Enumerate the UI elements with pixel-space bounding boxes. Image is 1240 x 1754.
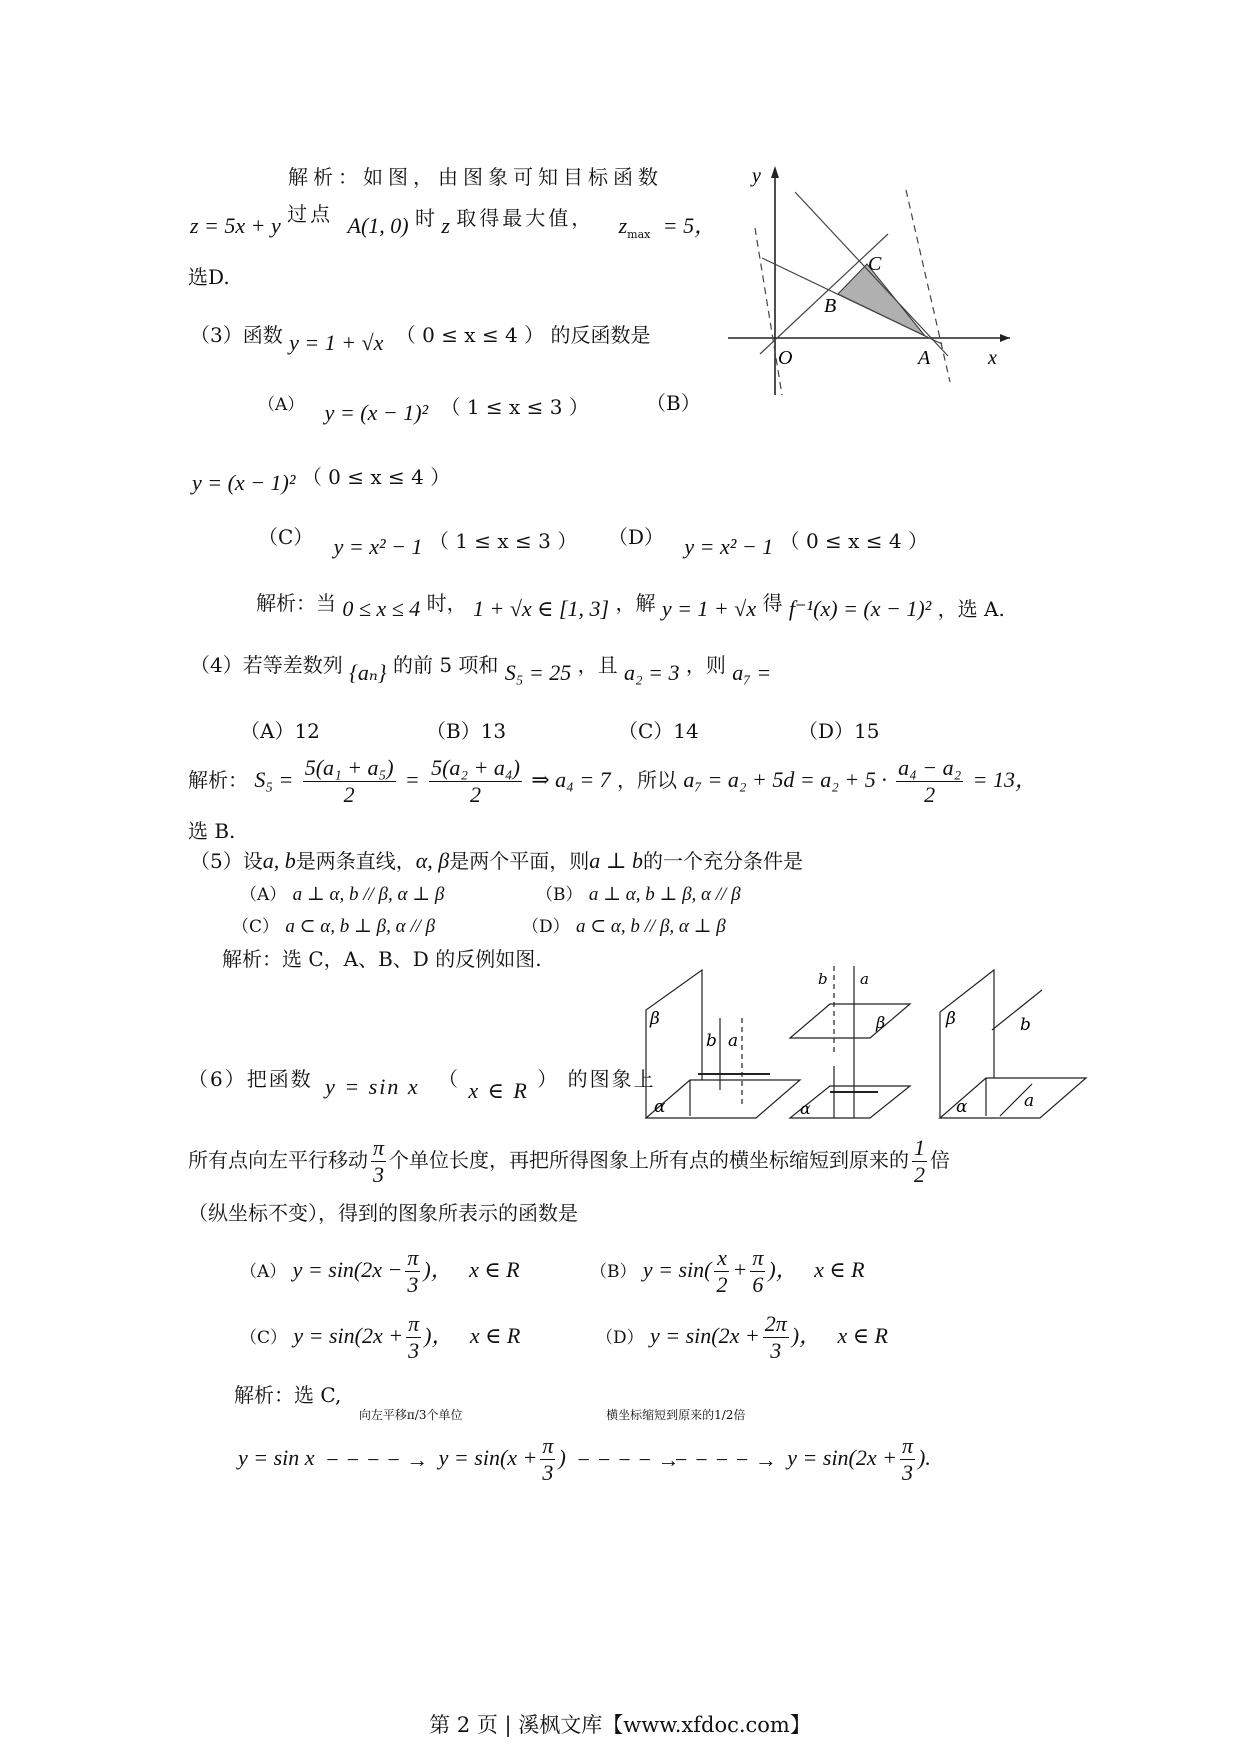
p2-choose: 选D. — [188, 265, 230, 289]
figure-3 — [940, 970, 1086, 1118]
q6-option-b-domain: x ∈ R — [814, 1257, 865, 1282]
q4-stem-pre: （4）若等差数列 — [190, 653, 343, 677]
counterexample-figures — [640, 966, 1090, 1128]
q5-option-b-label: （B） — [536, 885, 583, 905]
q6-option-d-domain: x ∈ R — [837, 1323, 888, 1348]
q4-choose: 选 B. — [188, 819, 236, 843]
q3-option-b-expr: y = (x − 1)² — [192, 470, 296, 495]
chain-mid-pre: y = sin(x + — [438, 1445, 538, 1470]
q6-two: 2 — [914, 1162, 926, 1187]
label-b: B — [824, 295, 837, 317]
chain-arrow-2-dashes: − − − − → — [576, 1446, 680, 1472]
label-a: A — [918, 347, 931, 369]
x-axis-arrow-icon — [1000, 334, 1010, 342]
q4-frac1 — [303, 755, 396, 808]
target-function: z = 5x + y — [190, 213, 281, 238]
chain-end-num: π — [902, 1433, 914, 1458]
q6-one: 1 — [914, 1135, 926, 1160]
fig2-a: a — [860, 970, 869, 988]
q5-option-a — [240, 880, 444, 908]
q6-three: 3 — [373, 1162, 385, 1187]
fig1-a: a — [728, 1031, 739, 1051]
q4-eq: = — [404, 767, 420, 792]
q4-frac1-num: 5(a₁ + a₅) — [304, 755, 394, 780]
q6-option-c-num: π — [408, 1311, 420, 1336]
q4-option-d: （D）15 — [798, 719, 880, 743]
q3-option-a-domain: （ 1 ≤ x ≤ 3 ） — [440, 395, 589, 419]
q3-option-d-expr: y = x² − 1 — [684, 534, 774, 559]
q3-sol-pre: 解析：当 — [256, 591, 336, 615]
q6-option-b-d2: 6 — [752, 1272, 764, 1297]
q6-option-a — [240, 1240, 520, 1302]
q6-func: y = sin x — [325, 1074, 420, 1099]
q5-stem-mid2: 是两个平面，则 — [449, 849, 590, 873]
q3-option-c-domain: （ 1 ≤ x ≤ 3 ） — [428, 529, 578, 553]
q6-option-c-domain: x ∈ R — [469, 1323, 521, 1348]
q3-sol-inverse: f⁻¹(x) = (x − 1)² — [788, 596, 932, 621]
q6-option-b-pre: y = sin( — [642, 1257, 712, 1282]
q4-implies: ⇒ a₄ = 7 — [531, 767, 611, 792]
q3-sol-cond: 0 ≤ x ≤ 4 — [342, 596, 421, 621]
q6-option-b-label: （B） — [590, 1262, 637, 1282]
q4-seq: {aₙ} — [349, 660, 387, 685]
y-axis-arrow-icon — [771, 166, 779, 178]
feasible-region-graph — [720, 160, 1020, 400]
q6-option-a-label: （A） — [240, 1262, 287, 1282]
q5-option-d-expr: a ⊂ α, b // β, α ⊥ β — [576, 916, 726, 937]
q6-line3: （纵坐标不变），得到的图象所表示的函数是 — [188, 1201, 578, 1225]
fig3-beta: β — [946, 1009, 956, 1029]
fig2-alpha: α — [800, 1099, 811, 1118]
chain-mid-post: ) — [558, 1445, 566, 1470]
dashed-line-left — [755, 228, 782, 395]
chain-arrow-2 — [576, 1407, 777, 1490]
fig1-alpha: α — [654, 1097, 666, 1117]
q6-chain — [238, 1407, 931, 1490]
p2-analysis-line2 — [190, 202, 717, 248]
q6-option-c-den: 3 — [408, 1338, 420, 1363]
fig3-a: a — [1024, 1091, 1035, 1111]
q5-option-a-label: （A） — [240, 885, 287, 905]
q3-stem-pre: （3）函数 — [190, 323, 283, 347]
q3-option-c — [258, 525, 578, 560]
q6-solution: 解析：选 C, — [234, 1383, 342, 1407]
q6-option-c — [240, 1306, 520, 1368]
q6-option-b — [590, 1240, 865, 1302]
chain-end-post: ). — [918, 1445, 931, 1470]
when-text: 时 — [414, 206, 435, 230]
q5-ab: a, b — [262, 848, 296, 873]
q6-stem-post: 的图象上 — [567, 1067, 656, 1091]
q3-option-b-domain: （ 0 ≤ x ≤ 4 ） — [301, 465, 451, 489]
label-o: O — [778, 347, 793, 369]
q4-stem — [190, 653, 772, 686]
q4-stem-mid2: ，且 — [577, 653, 618, 677]
label-c: C — [868, 253, 882, 275]
line-ab — [762, 258, 942, 344]
passes-text: 过点 — [287, 202, 334, 226]
q5-option-c-expr: a ⊂ α, b ⊥ β, α // β — [285, 916, 436, 937]
z-symbol: z — [441, 213, 450, 238]
q4-a7: a₇ = — [732, 660, 772, 685]
q6-line2 — [188, 1130, 950, 1190]
q3-domain: （ 0 ≤ x ≤ 4 ） — [395, 323, 545, 347]
fig2-beta: β — [876, 1013, 886, 1032]
q3-option-a-label: （A） — [258, 395, 305, 415]
q6-line2-mid: 个单位长度，再把所得图象上所有点的横坐标缩短到原来的 — [389, 1148, 910, 1172]
q6-line2-pre: 所有点向左平行移动 — [188, 1148, 368, 1172]
fig3-b: b — [1020, 1015, 1031, 1035]
q4-option-c: （C）14 — [618, 719, 699, 743]
q6-pi: π — [373, 1135, 385, 1160]
q5-option-c — [232, 912, 435, 940]
q5-albe: α, β — [415, 848, 450, 873]
q6-frac-half — [912, 1135, 927, 1188]
fig3-alpha: α — [956, 1097, 968, 1117]
q4-a2: a₂ = 3 — [624, 660, 680, 685]
q6-domain-open: （ — [438, 1067, 461, 1091]
q6-option-a-den: 3 — [407, 1272, 419, 1297]
q4-frac3-num: a₄ − a₂ — [898, 755, 962, 780]
q6-option-d-den: 3 — [770, 1338, 782, 1363]
q3-option-a — [258, 395, 589, 428]
q3-sol-eq: y = 1 + √x — [661, 596, 757, 621]
chain-arrow-1-dashes: − − − − → — [324, 1446, 429, 1472]
q3-solution — [256, 591, 1005, 622]
q3-sol-range: 1 + √x ∈ [1, 3] — [473, 596, 610, 621]
fig1-b: b — [706, 1031, 717, 1051]
q4-s5-lhs: S₅ = — [254, 767, 294, 792]
q6-option-d-post: )， — [791, 1323, 822, 1348]
q3-option-c-expr: y = x² − 1 — [333, 534, 423, 559]
q3-option-c-label: （C） — [258, 525, 314, 549]
q5-perp: a ⊥ b — [589, 848, 643, 873]
chain-arrow-1-label: 向左平移π/3个单位 — [358, 1407, 463, 1422]
q6-option-d — [596, 1306, 888, 1368]
q6-option-d-frac — [763, 1311, 789, 1364]
q3-option-b — [192, 465, 451, 496]
chain-mid-frac — [540, 1433, 555, 1486]
q5-option-d-label: （D） — [522, 917, 570, 937]
q3-option-a-expr: y = (x − 1)² — [324, 400, 429, 425]
q3-func: y = 1 + √x — [289, 330, 384, 355]
figure-2 — [790, 966, 910, 1118]
q5-option-a-expr: a ⊥ α, b // β, α ⊥ β — [292, 884, 445, 905]
q5-option-b-expr: a ⊥ α, b ⊥ β, α // β — [588, 884, 741, 905]
q3-stem-post: 的反函数是 — [550, 323, 651, 347]
point-a: A(1, 0) — [347, 213, 409, 238]
chain-arrow-1 — [324, 1407, 463, 1490]
q6-option-a-post: )， — [423, 1257, 453, 1282]
q6-domain: x ∈ R — [468, 1078, 529, 1103]
q6-option-b-post: )， — [768, 1257, 798, 1282]
q4-solution — [188, 750, 1037, 810]
label-x: x — [988, 347, 997, 369]
p2-analysis-line1: 解析：如图，由图象可知目标函数 — [288, 165, 663, 189]
q6-option-a-frac — [405, 1245, 420, 1298]
q6-option-c-frac — [406, 1311, 421, 1364]
q6-option-c-post: )， — [424, 1323, 454, 1348]
q5-option-c-label: （C） — [232, 917, 280, 937]
q4-frac2 — [429, 755, 522, 808]
fig2-b: b — [818, 970, 828, 988]
q5-stem-post: 的一个充分条件是 — [642, 849, 803, 873]
q4-option-a: （A）12 — [240, 719, 320, 743]
q6-frac-pi3 — [371, 1135, 386, 1188]
chain-start: y = sin x — [238, 1445, 315, 1470]
q5-stem-mid1: 是两条直线， — [295, 849, 416, 873]
label-y: y — [752, 165, 761, 187]
chain-arrow-2-label: 横坐标缩短到原来的1/2倍 — [606, 1407, 746, 1422]
q6-option-d-num: 2π — [764, 1311, 787, 1336]
q3-sol-when: 时， — [426, 591, 467, 615]
q4-sol-label: 解析： — [188, 768, 248, 792]
q3-sol-solve: ，解 — [615, 591, 656, 615]
q4-so: ，所以 — [617, 768, 678, 792]
q5-option-b — [536, 880, 741, 908]
q6-option-b-plus: + — [732, 1257, 748, 1282]
figure-1 — [646, 970, 800, 1118]
q4-result: = 13， — [972, 767, 1037, 792]
zmax-value: = 5， — [662, 213, 717, 238]
q6-option-b-n2: π — [752, 1245, 764, 1270]
q6-stem-pre: （6）把函数 — [188, 1067, 313, 1091]
chain-end-den: 3 — [902, 1460, 914, 1485]
q3-option-d-domain: （ 0 ≤ x ≤ 4 ） — [779, 529, 928, 553]
q4-frac2-den: 2 — [469, 782, 481, 807]
q6-option-a-pre: y = sin(2x − — [292, 1257, 403, 1282]
q5-stem-pre: （5）设 — [190, 849, 263, 873]
q4-frac1-den: 2 — [343, 782, 355, 807]
q3-stem — [190, 323, 651, 356]
q4-s5: S₅ = 25 — [504, 660, 572, 685]
q6-domain-close: ） — [537, 1067, 560, 1091]
q6-option-d-label: （D） — [596, 1328, 644, 1348]
zmax-sub: max — [627, 228, 651, 241]
chain-mid-num: π — [542, 1433, 554, 1458]
q4-a7-expr: a₇ = a₂ + 5d = a₂ + 5 · — [683, 767, 887, 792]
q6-option-b-frac1 — [714, 1245, 729, 1298]
chain-arrow-2-dashes-ext: − − − − → — [673, 1446, 777, 1472]
q6-option-c-label: （C） — [240, 1328, 288, 1348]
max-text: 取得最大值， — [456, 206, 595, 230]
zmax-symbol: z — [618, 213, 628, 238]
q6-option-b-d1: 2 — [716, 1272, 728, 1297]
q6-option-c-pre: y = sin(2x + — [293, 1323, 404, 1348]
q4-option-b: （B）13 — [426, 719, 507, 743]
fig1-beta: β — [650, 1009, 660, 1029]
q5-stem — [190, 848, 803, 874]
q3-sol-get: 得 — [762, 591, 783, 615]
q3-sol-end: ，选 A. — [937, 597, 1005, 621]
q4-stem-mid3: ，则 — [685, 653, 726, 677]
q5-option-d — [522, 912, 726, 940]
q6-option-d-pre: y = sin(2x + — [650, 1323, 760, 1348]
q4-frac3 — [896, 755, 963, 808]
q3-option-d — [608, 525, 928, 560]
q6-option-b-frac2 — [750, 1245, 765, 1298]
chain-mid-den: 3 — [542, 1460, 554, 1485]
q4-stem-mid1: 的前 5 项和 — [392, 653, 499, 677]
page-footer: 第 2 页 | 溪枫文库【www.xfdoc.com】 — [429, 1713, 811, 1737]
q3-option-d-label: （D） — [608, 525, 665, 549]
q5-solution: 解析：选 C，A、B、D 的反例如图. — [222, 947, 542, 971]
q4-frac2-num: 5(a₂ + a₄) — [431, 755, 520, 780]
q4-frac3-den: 2 — [924, 782, 936, 807]
chain-end-pre: y = sin(2x + — [787, 1445, 897, 1470]
q6-option-b-n1: x — [714, 1245, 729, 1272]
q6-option-a-domain: x ∈ R — [469, 1257, 520, 1282]
q6-line2-end: 倍 — [930, 1148, 951, 1172]
q3-option-b-label: （B） — [646, 391, 701, 415]
q6-option-a-num: π — [407, 1245, 419, 1270]
chain-end-frac — [900, 1433, 915, 1486]
q6-stem — [188, 1067, 656, 1103]
